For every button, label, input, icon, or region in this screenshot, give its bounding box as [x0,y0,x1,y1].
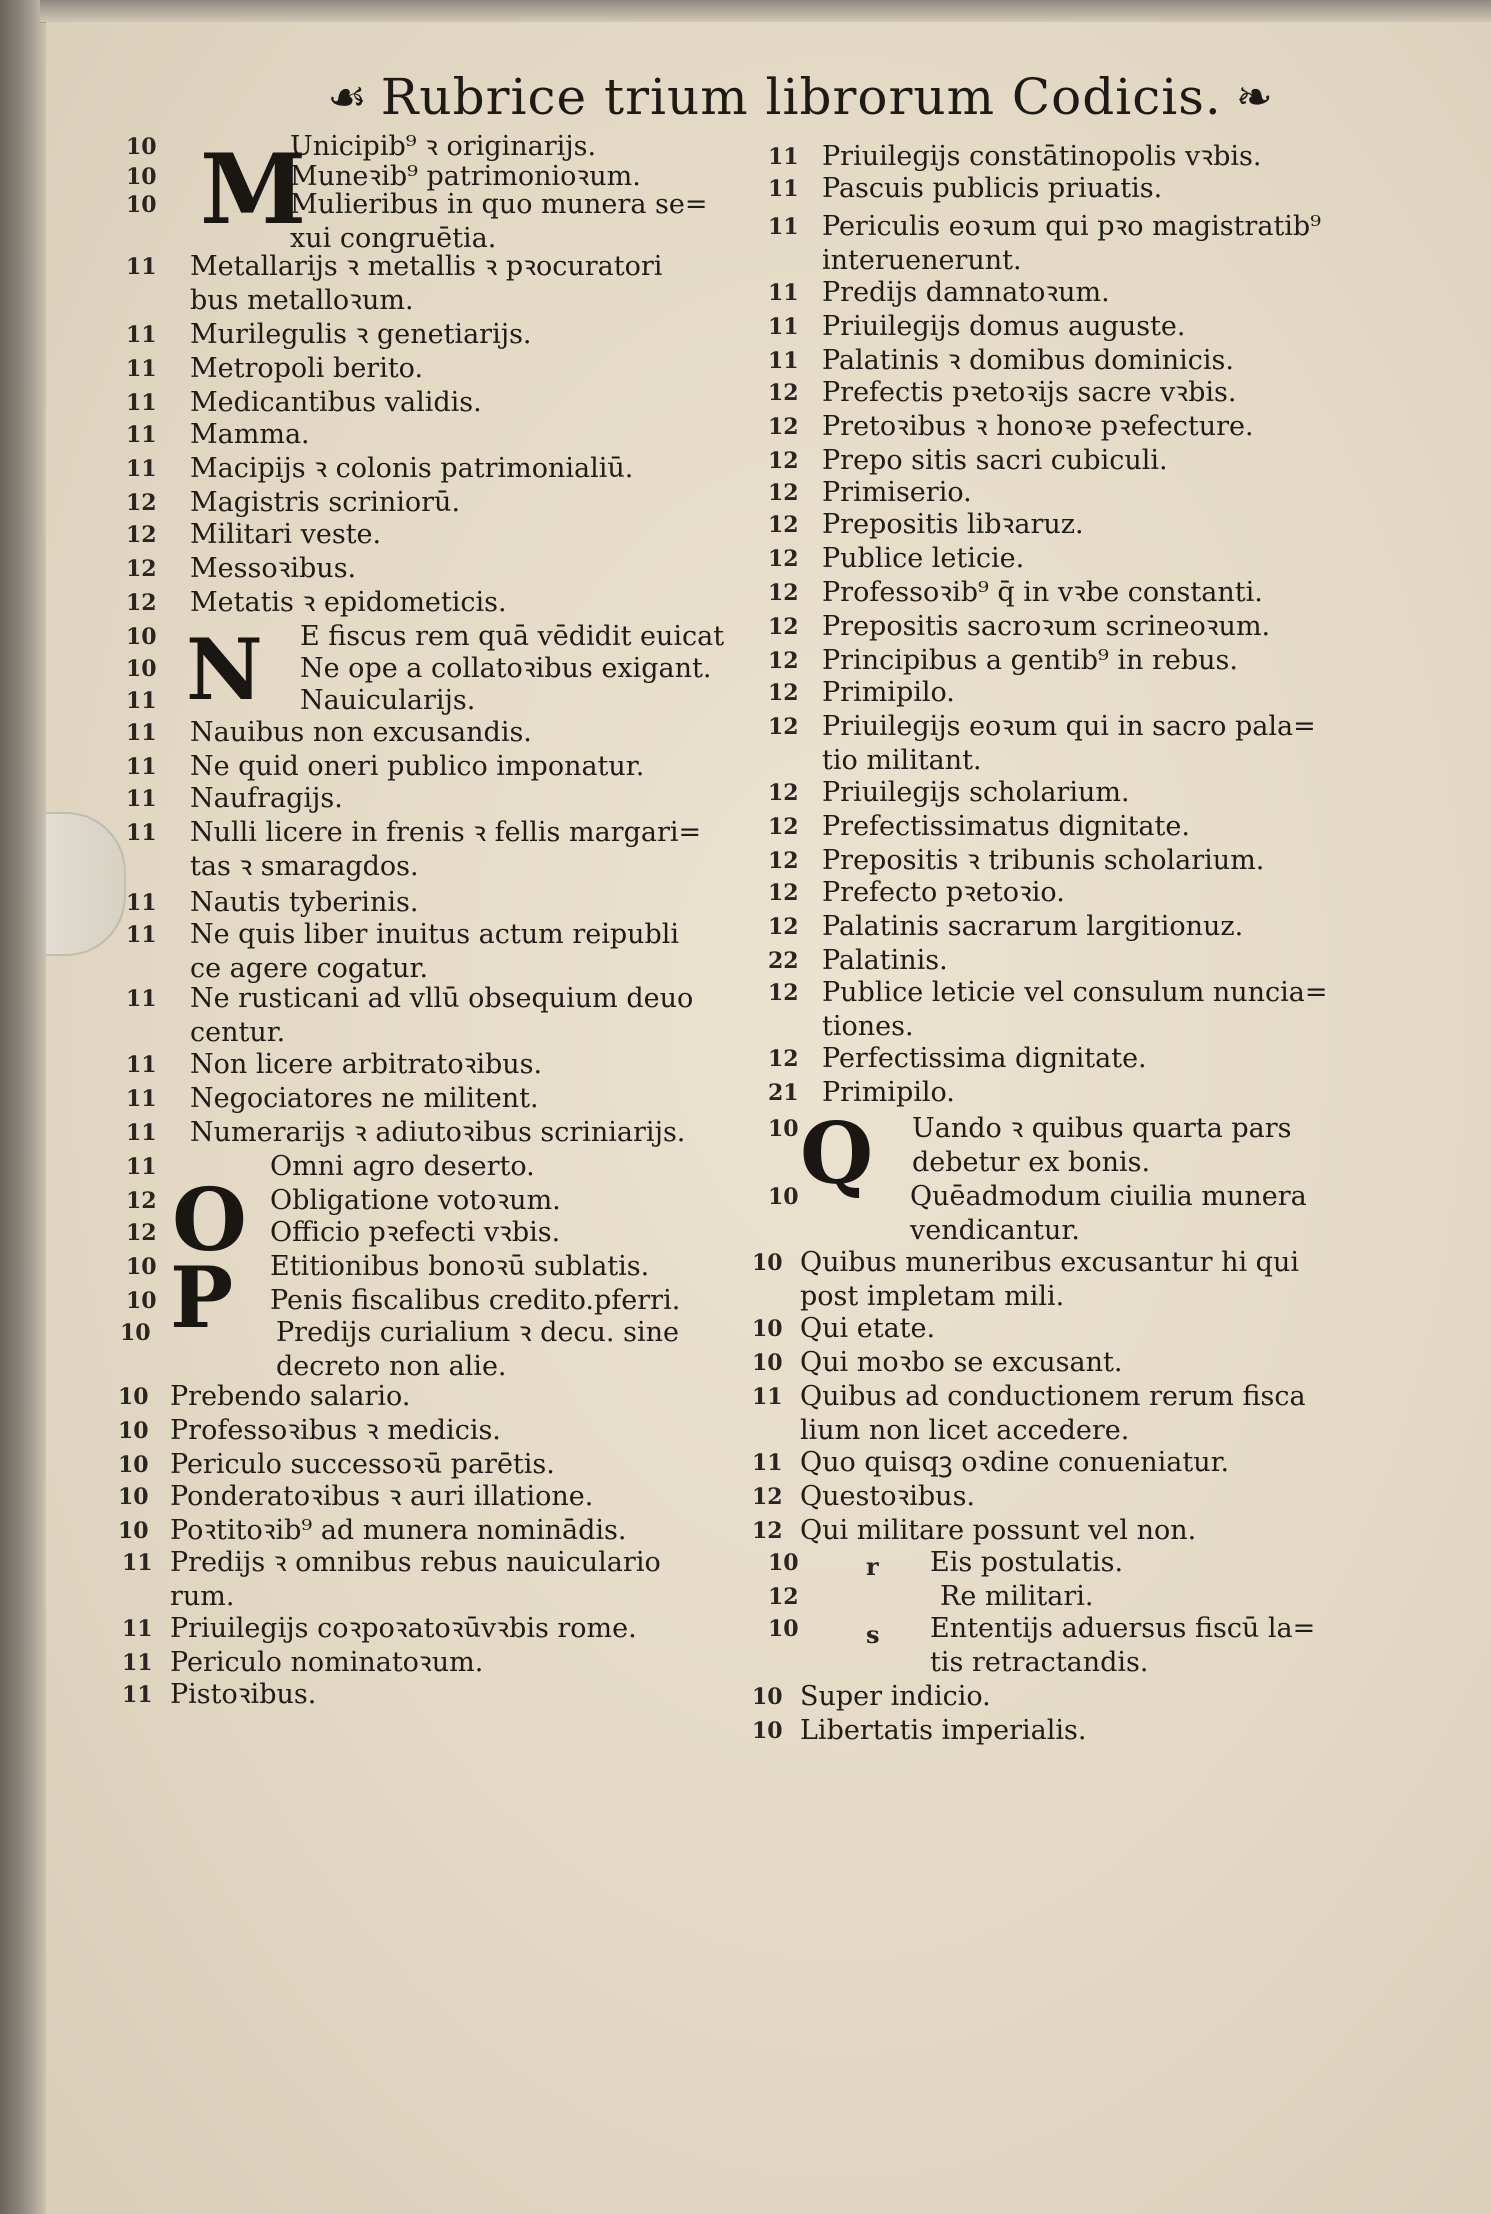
left-entry-text: Metatis ꝛ epidometicis. [190,587,507,618]
right-entry-text: Prepo sitis sacri cubiculi. [822,445,1168,476]
right-entry-number: 10 [752,1718,783,1744]
left-entry [190,816,701,884]
left-entry-text: E fiscus rem quā vēdidit euicat [300,621,725,652]
left-entry-number: 11 [126,1086,157,1112]
left-entry [170,1480,593,1514]
right-entry [822,776,1130,810]
right-entry-number: 21 [768,1080,799,1106]
left-entry-text: Prebendo salario. [170,1381,411,1412]
left-entry-number: 11 [126,254,157,280]
left-entry [190,1048,542,1082]
left-entry [270,1150,535,1184]
left-entry [190,782,343,816]
right-entry-number: 12 [768,714,799,740]
left-entry [290,130,596,164]
left-entry-number: 11 [122,1616,153,1642]
left-entry-text: Periculo successoꝛū parētis. [170,1449,555,1480]
left-entry-number: 10 [126,656,157,682]
right-entry [822,1042,1147,1076]
left-entry-number: 12 [126,1188,157,1214]
left-entry [290,188,707,256]
left-entry-text: Magistris scriniorū. [190,487,461,518]
right-entry-number: 11 [768,280,799,306]
right-entry-number: 12 [768,480,799,506]
left-entry-continuation: rum. [170,1581,235,1612]
left-entry-number: 11 [126,720,157,746]
right-entry-continuation: debetur ex bonis. [912,1147,1151,1178]
right-entry-number: 12 [768,1584,799,1610]
right-entry-text: Pretoꝛibus ꝛ honoꝛe pꝛefecture. [822,411,1254,442]
right-entry [822,976,1328,1044]
right-entry [822,944,948,978]
right-entry-text: Priuilegijs eoꝛum qui in sacro pala= [822,711,1316,742]
left-entry [270,1216,560,1250]
left-entry [190,918,679,986]
right-entry [822,676,955,710]
right-entry [930,1612,1315,1680]
left-entry-text: Medicantibus validis. [190,387,482,418]
left-entry-number: 10 [118,1484,149,1510]
right-entry-number: 11 [768,176,799,202]
left-entry-continuation: centur. [190,1017,286,1048]
left-entry-text: Naufragijs. [190,783,343,814]
left-entry [170,1646,483,1680]
right-entry-text: Principibus a gentib⁹ in rebus. [822,645,1238,676]
left-entry-text: Non licere arbitratoꝛibus. [190,1049,543,1080]
left-entry-number: 11 [126,786,157,812]
left-entry-continuation: xui congruētia. [290,223,497,254]
left-entry-number: 11 [126,456,157,482]
left-entry-text: Priuilegijs coꝛpoꝛatoꝛūvꝛbis rome. [170,1613,637,1644]
right-entry [822,644,1238,678]
left-entry [190,586,507,620]
right-entry-text: Uando ꝛ quibus quarta pars [912,1113,1292,1144]
left-entry-continuation: tas ꝛ smaragdos. [190,851,419,882]
right-entry-number: 11 [768,144,799,170]
right-entry [800,1714,1086,1748]
left-entry-number: 11 [126,322,157,348]
left-entry [190,518,381,552]
left-entry-number: 10 [118,1418,149,1444]
right-entry-number: 12 [752,1484,783,1510]
page-top-edge [40,0,1491,23]
right-entry-text: Libertatis imperialis. [800,1715,1087,1746]
right-entry-text: Publice leticie. [822,543,1025,574]
left-entry [170,1546,661,1614]
left-entry-number: 11 [126,820,157,846]
left-entry-number: 11 [126,890,157,916]
left-entry-text: Unicipib⁹ ꝛ originarijs. [290,131,597,162]
right-entry-continuation: post impletam mili. [800,1281,1065,1312]
right-entry-text: Publice leticie vel consulum nuncia= [822,977,1328,1008]
left-entry-number: 11 [126,754,157,780]
left-entry [190,418,310,452]
right-entry [822,276,1110,310]
right-entry-continuation: tio militant. [822,745,982,776]
left-entry-text: Militari veste. [190,519,382,550]
page-title: Rubrice trium librorum Codicis. [380,68,1222,126]
left-entry-number: 11 [122,1550,153,1576]
left-entry-number: 10 [126,134,157,160]
right-entry-number: 12 [768,580,799,606]
right-entry-text: Palatinis ꝛ domibus dominicis. [822,345,1234,376]
left-entry [270,1184,561,1218]
left-entry-text: Officio pꝛefecti vꝛbis. [270,1217,561,1248]
left-entry-text: Metropoli berito. [190,353,424,384]
left-entry-text: Nulli licere in frenis ꝛ fellis margari= [190,817,702,848]
right-entry-text: Qui militare possunt vel non. [800,1515,1197,1546]
left-entry-continuation: bus metalloꝛum. [190,285,414,316]
left-entry-text: Numerarijs ꝛ adiutoꝛibus scriniarijs. [190,1117,686,1148]
right-entry-text: Quibus muneribus excusantur hi qui [800,1247,1299,1278]
right-entry-number: 12 [768,980,799,1006]
left-entry-number: 12 [126,490,157,516]
left-entry-number: 11 [126,1154,157,1180]
left-entry-number: 11 [126,356,157,382]
left-entry-text: Poꝛtitoꝛib⁹ ad munera nominādis. [170,1515,627,1546]
right-entry-text: Qui etate. [800,1313,936,1344]
right-entry [822,910,1243,944]
left-entry-number: 11 [126,422,157,448]
page-header [320,62,1280,132]
right-entry-number: 12 [768,848,799,874]
right-entry [800,1480,975,1514]
right-entry [822,844,1264,878]
right-entry-text: Primipilo. [822,1077,955,1108]
right-entry-text: Priuilegijs scholarium. [822,777,1130,808]
right-entry-text: Prefectissimatus dignitate. [822,811,1190,842]
left-entry-text: Mulieribus in quo munera se= [290,189,708,220]
right-entry-number: 12 [768,880,799,906]
right-entry-number: 11 [768,348,799,374]
left-entry [270,1250,649,1284]
left-entry [300,684,475,718]
left-entry-number: 10 [118,1518,149,1544]
right-entry-number: 12 [768,914,799,940]
right-entry [800,1346,1122,1380]
left-entry-number: 11 [126,688,157,714]
right-entry-number: 11 [752,1384,783,1410]
left-entry-text: Murilegulis ꝛ genetiarijs. [190,319,532,350]
right-entry-number: 10 [752,1684,783,1710]
right-entry [822,376,1236,410]
right-entry-number: 10 [768,1116,799,1142]
left-entry-text: Metallarijs ꝛ metallis ꝛ pꝛocuratori [190,251,663,282]
right-entry-text: Predijs damnatoꝛum. [822,277,1110,308]
left-entry-text: Omni agro deserto. [270,1151,535,1182]
left-entry-text: Etitionibus bonoꝛū sublatis. [270,1251,650,1282]
right-entry [940,1580,1093,1614]
ornament-left-icon: ☙ [327,71,367,123]
initial-p: P [170,1248,234,1347]
left-entry-text: Ne rusticani ad vllū obsequium deuo [190,983,694,1014]
left-entry-text: Nautis tyberinis. [190,887,419,918]
right-entry-text: Priuilegijs domus auguste. [822,311,1186,342]
right-entry-text: Primiserio. [822,477,972,508]
left-entry-text: Ne quis liber inuitus actum reipubli [190,919,680,950]
right-entry-text: Professoꝛib⁹ q̄ in vꝛbe constanti. [822,577,1263,608]
right-entry-continuation: lium non licet accedere. [800,1415,1130,1446]
left-entry-text: Obligatione votoꝛum. [270,1185,561,1216]
left-entry-text: Predijs ꝛ omnibus rebus nauiculario [170,1547,661,1578]
left-entry [190,250,662,318]
left-entry-text: Nauicularijs. [300,685,476,716]
right-entry [822,508,1084,542]
right-entry [822,444,1168,478]
right-entry-number: 10 [752,1350,783,1376]
right-entry-text: Priuilegijs constātinopolis vꝛbis. [822,141,1262,172]
right-entry-continuation: tis retractandis. [930,1647,1149,1678]
right-entry [800,1514,1196,1548]
right-entry-number: 12 [768,814,799,840]
right-entry [800,1380,1306,1448]
right-entry-text: Palatinis. [822,945,948,976]
right-entry-text: Ententijs aduersus fiscū la= [930,1613,1316,1644]
left-entry-number: 10 [118,1452,149,1478]
left-entry [190,982,693,1050]
left-entry [190,886,418,920]
right-entry-number: 11 [768,214,799,240]
left-entry-text: Negociatores ne militent. [190,1083,539,1114]
right-entry [822,710,1316,778]
right-entry-text: Prefectis pꝛetoꝛijs sacre vꝛbis. [822,377,1237,408]
left-entry-text: Ponderatoꝛibus ꝛ auri illatione. [170,1481,594,1512]
right-entry-text: Prepositis sacroꝛum scrineoꝛum. [822,611,1271,642]
right-entry-text: Periculis eoꝛum qui pꝛo magistratib⁹ [822,211,1322,242]
left-entry-text: Muneꝛib⁹ patrimonioꝛum. [290,161,641,192]
right-entry-text: Quēadmodum ciuilia munera [910,1181,1307,1212]
left-entry-text: Pistoꝛibus. [170,1679,317,1710]
left-entry-text: Ne quid oneri publico imponatur. [190,751,645,782]
right-entry [800,1246,1299,1314]
right-entry [822,476,972,510]
right-entry-text: Quo quisqꝫ oꝛdine conueniatur. [800,1447,1230,1478]
right-entry-text: Pascuis publicis priuatis. [822,173,1163,204]
right-entry-number: 10 [768,1184,799,1210]
left-entry-number: 10 [126,1288,157,1314]
right-entry-number: 12 [768,546,799,572]
right-entry-continuation: interuenerunt. [822,245,1022,276]
left-entry-text: Predijs curialium ꝛ decu. sine [276,1317,679,1348]
left-entry-text: Penis fiscalibus credito.pferri. [270,1285,681,1316]
right-entry [800,1446,1229,1480]
right-entry [822,876,1065,910]
right-entry-number: 12 [768,512,799,538]
right-entry [822,810,1190,844]
left-entry [190,386,482,420]
right-entry-text: Prefecto pꝛetoꝛio. [822,877,1065,908]
right-entry [822,610,1270,644]
left-entry-number: 10 [126,624,157,650]
left-entry-number: 11 [122,1682,153,1708]
right-entry-text: Re militari. [940,1581,1094,1612]
right-entry [822,140,1261,174]
right-entry-number: 12 [768,414,799,440]
right-entry-text: Qui moꝛbo se excusant. [800,1347,1123,1378]
right-entry-text: Prepositis ꝛ tribunis scholarium. [822,845,1265,876]
right-entry [822,576,1263,610]
left-entry-text: Professoꝛibus ꝛ medicis. [170,1415,501,1446]
ornament-right-icon: ❧ [1235,71,1273,123]
left-entry [190,1082,539,1116]
left-entry-number: 10 [126,192,157,218]
right-entry [800,1312,935,1346]
right-entry-number: 12 [768,780,799,806]
left-entry [170,1612,637,1646]
right-entry-number: 12 [768,448,799,474]
right-entry-continuation: tiones. [822,1011,914,1042]
left-entry-number: 12 [126,522,157,548]
left-entry-number: 11 [122,1650,153,1676]
left-entry-text: Messoꝛibus. [190,553,357,584]
right-entry-text: Super indicio. [800,1681,991,1712]
left-entry-number: 10 [120,1320,151,1346]
right-entry-text: Prepositis libꝛaruz. [822,509,1084,540]
right-entry-number: 10 [768,1616,799,1642]
right-entry-text: Primipilo. [822,677,955,708]
left-entry [300,652,711,686]
marker-r: r [866,1552,879,1581]
left-entry [170,1514,626,1548]
right-entry-number: 22 [768,948,799,974]
left-entry-number: 11 [126,922,157,948]
left-entry-number: 10 [126,1254,157,1280]
left-entry-text: Ne ope a collatoꝛibus exigant. [300,653,712,684]
left-entry [190,452,633,486]
left-entry [190,352,423,386]
right-entry [822,410,1254,444]
left-entry [300,620,724,654]
right-entry-number: 12 [752,1518,783,1544]
left-entry [276,1316,679,1384]
right-entry-text: Perfectissima dignitate. [822,1043,1147,1074]
right-entry-number: 12 [768,614,799,640]
initial-q: Q [800,1104,874,1203]
right-entry [800,1680,991,1714]
right-entry [822,310,1185,344]
left-entry-number: 11 [126,1120,157,1146]
left-entry-number: 11 [126,986,157,1012]
right-entry [822,210,1321,278]
left-entry [190,552,356,586]
left-entry-number: 11 [126,1052,157,1078]
left-entry-text: Nauibus non excusandis. [190,717,532,748]
left-entry [190,716,532,750]
page-clip [46,812,126,956]
right-entry-text: Eis postulatis. [930,1547,1124,1578]
right-entry-number: 11 [768,314,799,340]
right-entry-number: 10 [752,1316,783,1342]
left-entry [190,750,644,784]
right-entry [822,172,1162,206]
right-entry [930,1546,1123,1580]
initial-m: M [200,133,307,246]
right-entry-text: Palatinis sacrarum largitionuz. [822,911,1244,942]
left-entry-text: Mamma. [190,419,310,450]
right-entry-number: 12 [768,1046,799,1072]
left-entry [170,1678,316,1712]
right-entry-number: 11 [752,1450,783,1476]
left-entry-number: 11 [126,390,157,416]
left-entry-number: 12 [126,556,157,582]
marker-s: s [866,1620,880,1649]
left-entry [170,1380,410,1414]
right-entry-number: 10 [768,1550,799,1576]
left-entry [190,1116,685,1150]
left-entry-continuation: ce agere cogatur. [190,953,429,984]
left-entry [270,1284,680,1318]
left-entry-continuation: decreto non alie. [276,1351,507,1382]
left-entry-number: 10 [118,1384,149,1410]
left-entry-number: 12 [126,590,157,616]
left-entry [170,1448,555,1482]
left-entry-number: 12 [126,1220,157,1246]
right-entry [822,344,1234,378]
right-entry [910,1180,1307,1248]
initial-o: O [172,1170,247,1271]
right-entry-number: 12 [768,648,799,674]
right-entry-continuation: vendicantur. [910,1215,1080,1246]
right-entry-number: 12 [768,680,799,706]
right-entry [912,1112,1292,1180]
right-entry-text: Quibus ad conductionem rerum fisca [800,1381,1306,1412]
left-entry-number: 10 [126,164,157,190]
right-entry-text: Questoꝛibus. [800,1481,976,1512]
left-entry-text: Periculo nominatoꝛum. [170,1647,484,1678]
right-entry [822,542,1024,576]
left-entry-text: Macipijs ꝛ colonis patrimonialiū. [190,453,634,484]
right-entry-number: 12 [768,380,799,406]
left-entry [190,318,532,352]
right-entry-number: 10 [752,1250,783,1276]
left-entry [190,486,460,520]
left-entry [170,1414,501,1448]
initial-n: N [186,620,263,719]
